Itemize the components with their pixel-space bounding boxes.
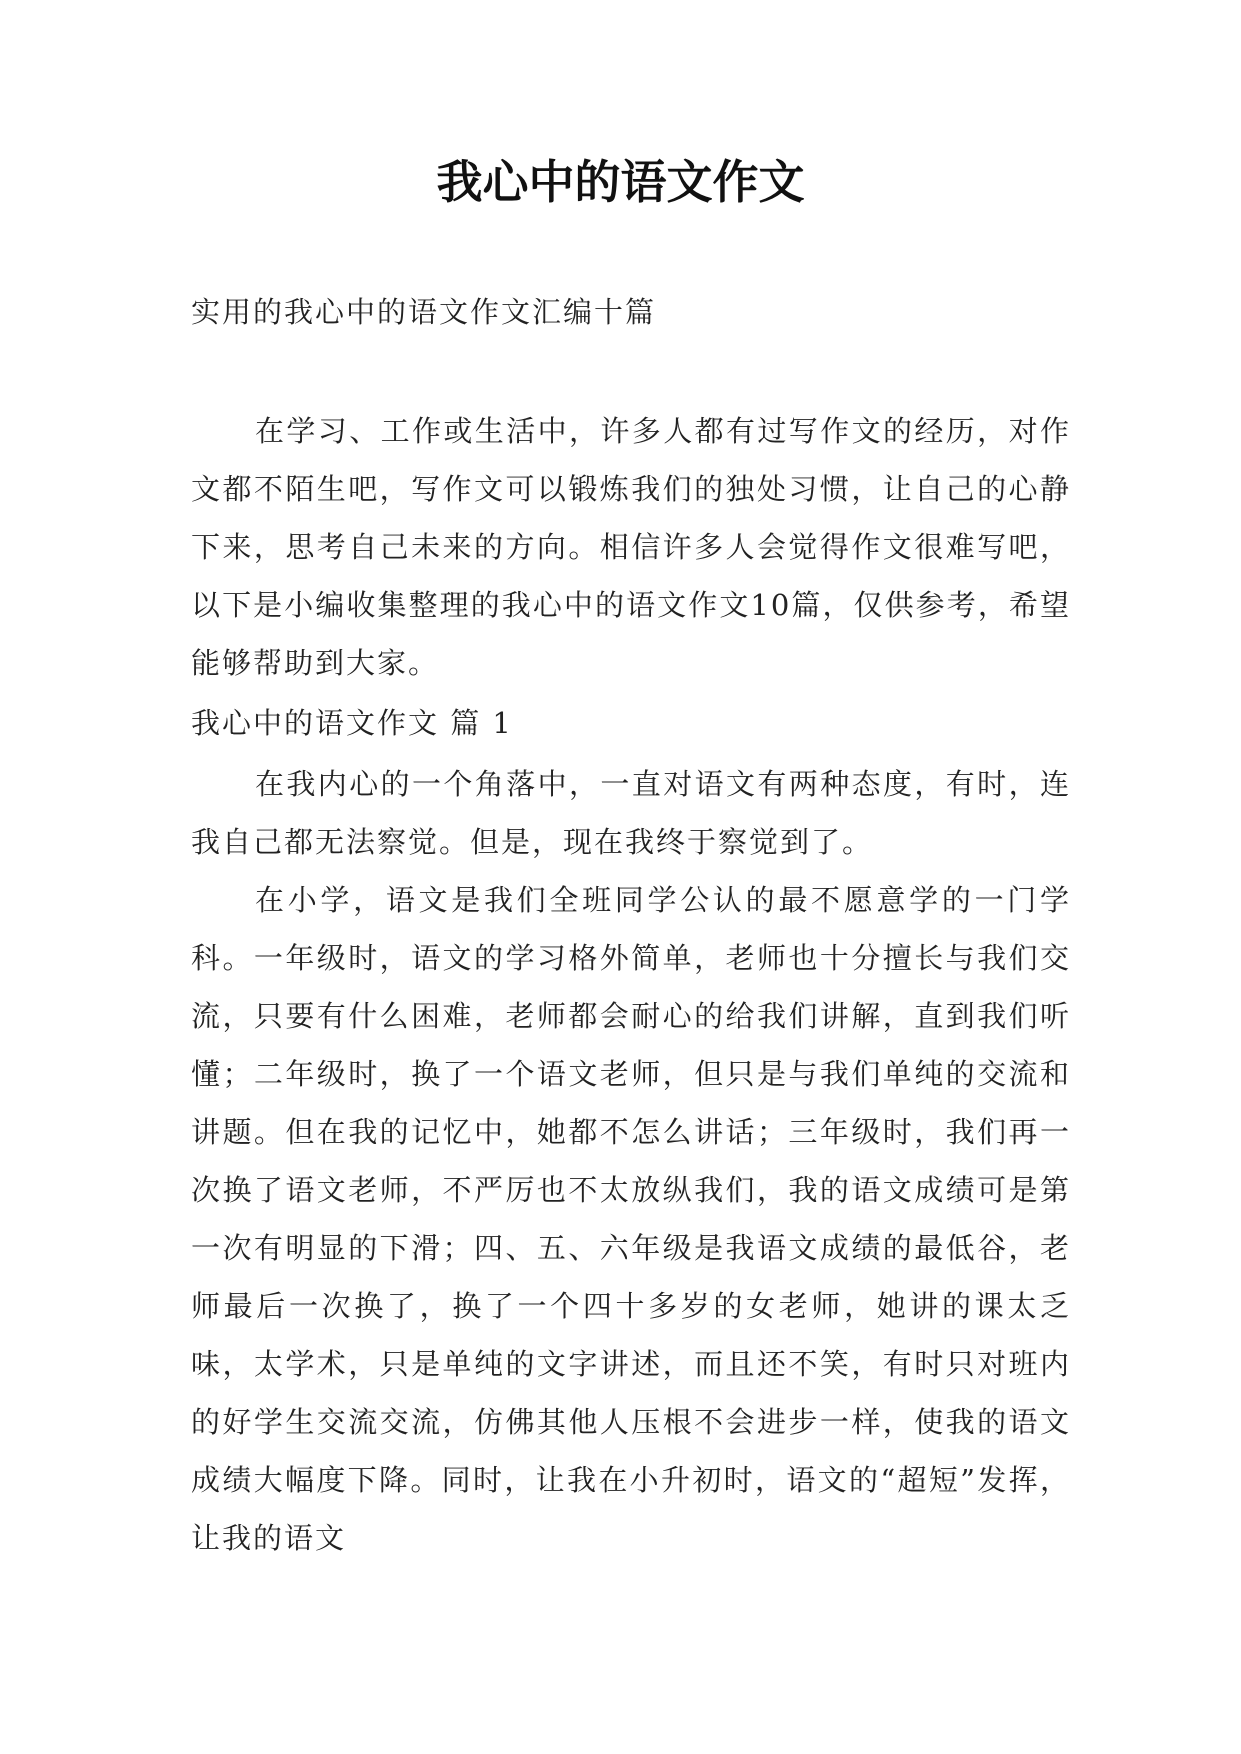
body-paragraph: 在小学，语文是我们全班同学公认的最不愿意学的一门学科。一年级时，语文的学习格外简单，老师也十分擅长与我们交流，只要有什么困难，老师都会耐心的给我们讲解，直到我们听懂；二年级时，换了一个语文老师，但只是与我们单纯的交流和讲题。但在我的记忆中，她都不怎么讲话；三年级时，我们再一次换了语文老师，不严厉也不太放纵我们，我的语文成绩可是第一次有明显的下滑；四、五、六年级是我语文成绩的最低谷，老师最后一次换了，换了一个四十多岁的女老师，她讲的课太乏味，太学术，只是单纯的文字讲述，而且还不笑，有时只对班内的好学生交流交流，仿佛其他人压根不会进步一样，使我的语文成绩大幅度下降。同时，让我在小升初时，语文的“超短”发挥，让我的语文 xyxy=(191,883,1071,1555)
document-title: 我心中的语文作文 xyxy=(436,155,805,209)
document-subtitle: 实用的我心中的语文作文汇编十篇 xyxy=(191,295,657,329)
section-heading: 我心中的语文作文 篇 1 xyxy=(191,706,513,740)
intro-paragraph: 在学习、工作或生活中，许多人都有过写作文的经历，对作文都不陌生吧，写作文可以锻炼我们的独处习惯，让自己的心静下来，思考自己未来的方向。相信许多人会觉得作文很难写吧，以下是小编收集整理的我心中的语文作文10篇，仅供参考，希望能够帮助到大家。 xyxy=(191,414,1071,680)
body-paragraph: 在我内心的一个角落中，一直对语文有两种态度，有时，连我自己都无法察觉。但是，现在我终于察觉到了。 xyxy=(191,767,1071,859)
